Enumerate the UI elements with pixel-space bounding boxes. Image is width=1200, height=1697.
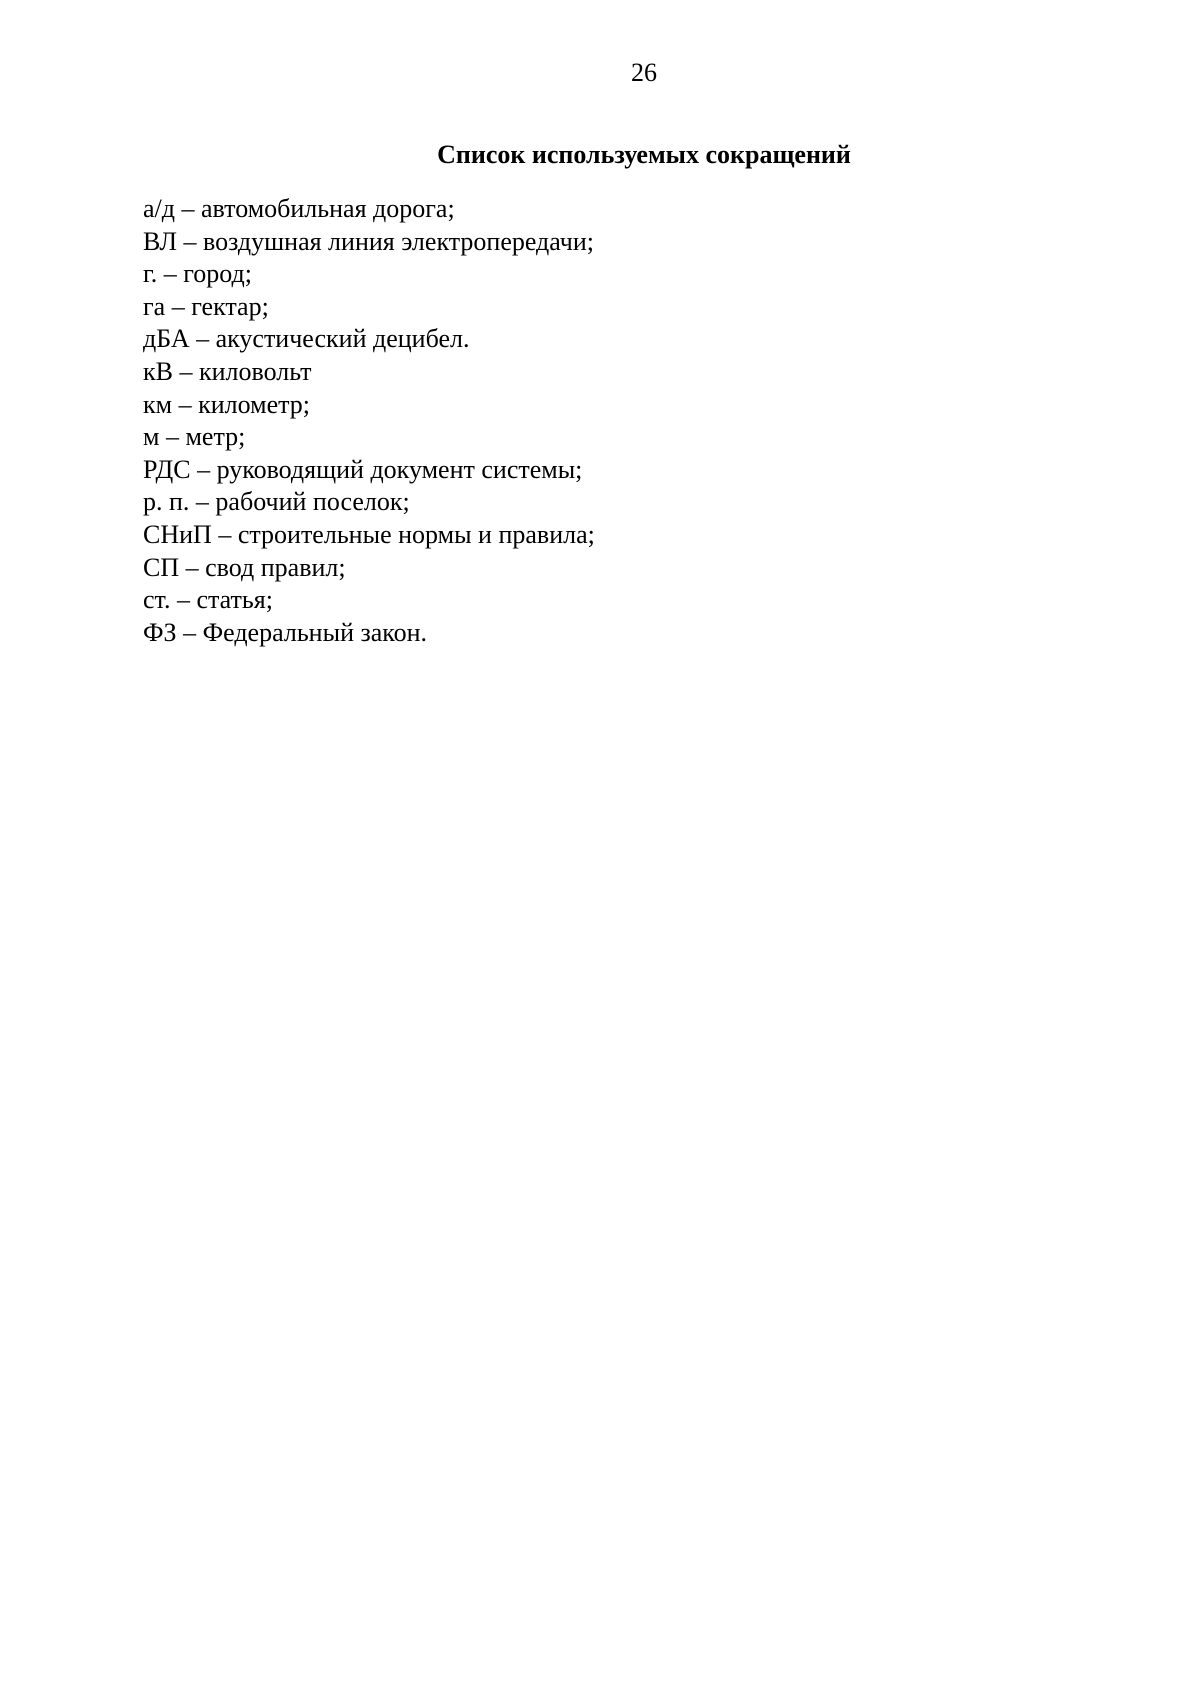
list-item [143,617,595,650]
abbreviation-definition: акустический децибел. [215,324,470,354]
abbreviation-term: ФЗ [143,617,177,647]
separator: – [175,194,201,223]
abbreviation-definition: свод правил; [205,552,346,582]
abbreviation-term: СНиП [143,519,212,549]
abbreviation-definition: Федеральный закон. [202,617,428,647]
list-item [143,421,595,454]
abbreviation-term: а/д [143,194,175,223]
abbreviation-definition: автомобильная дорога; [201,194,455,223]
abbreviation-term: кВ [143,356,173,386]
abbreviation-definition: гектар; [191,291,269,321]
abbreviation-definition: рабочий поселок; [215,487,410,517]
abbreviation-term: м [143,422,160,452]
list-item [143,356,595,389]
abbreviation-definition: воздушная линия электропередачи; [203,226,595,256]
separator: – [177,226,203,256]
separator: – [172,389,199,419]
abbreviation-term: ВЛ [143,226,177,256]
list-item [143,291,595,324]
abbreviation-definition: километр; [198,389,311,419]
abbreviation-term: РДС [143,454,191,484]
separator: – [189,487,216,517]
list-item [143,584,595,617]
abbreviation-definition: строительные нормы и правила; [237,519,595,549]
separator: – [190,454,217,484]
page-number: 26 [631,58,657,87]
abbreviation-term: дБА [143,324,190,354]
list-item [143,193,595,226]
list-item [143,454,595,487]
abbreviation-term: км [143,389,173,419]
abbreviation-term: г. [143,259,158,289]
list-item [143,486,595,519]
abbreviation-definition: метр; [185,422,246,452]
separator: – [176,617,203,647]
list-item [143,519,595,552]
list-item [143,226,595,259]
abbreviation-definition: руководящий документ системы; [216,454,583,484]
separator: – [157,259,184,289]
separator: – [159,422,186,452]
abbreviation-definition: город; [183,259,252,289]
abbreviation-definition: киловольт [198,356,312,386]
separator: – [179,552,206,582]
list-item [143,258,595,291]
abbreviation-term: га [143,291,166,321]
abbreviations-list [143,193,595,649]
abbreviation-term: р. п. [143,487,190,517]
list-item [143,389,595,422]
separator: – [211,519,238,549]
list-item [143,552,595,585]
abbreviation-term: ст. [143,585,171,615]
page-title: Список используемых сокращений [437,140,851,169]
separator: – [170,585,197,615]
separator: – [172,356,199,386]
separator: – [165,291,192,321]
abbreviation-term: СП [143,552,180,582]
list-item [143,323,595,356]
separator: – [189,324,216,354]
abbreviation-definition: статья; [196,585,273,615]
